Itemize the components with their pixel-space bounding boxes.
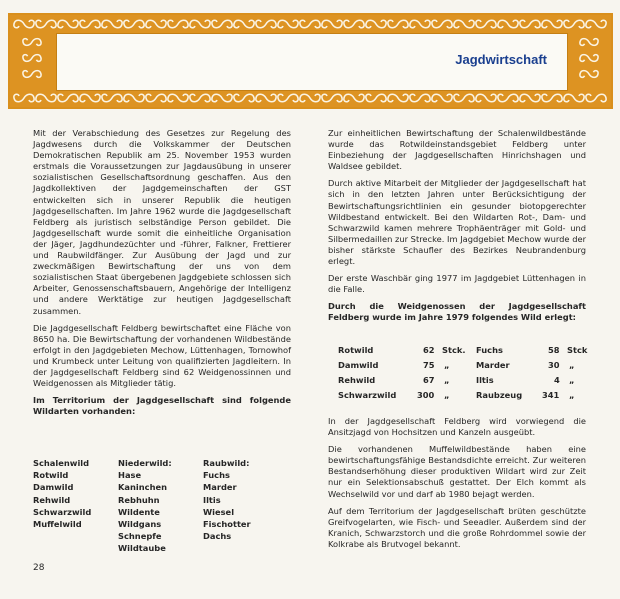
ornament-scroll — [80, 20, 100, 28]
list-item: Marder — [203, 482, 237, 493]
list-item: Schalenwild — [33, 458, 90, 468]
ornament-scroll — [454, 20, 474, 28]
list-item: Rebhuhn — [118, 494, 160, 505]
table-cell: „ — [444, 360, 450, 370]
ornament-scroll — [366, 94, 386, 102]
ornament-scroll — [256, 20, 276, 28]
ornament-scroll — [542, 20, 562, 28]
ornament-scroll — [234, 94, 254, 102]
table-cell: „ — [569, 360, 575, 370]
ornament-scroll — [410, 94, 430, 102]
ornament-scroll — [300, 20, 320, 28]
table-cell: „ — [444, 390, 450, 400]
ornament-scroll — [14, 94, 34, 102]
paragraph: Die Jagdgesellschaft Feldberg bewirtschaftet eine Fläche von 8650 ha. Die Bewirtschaftung der vorhandenen Wildbestände erfolgt in den Jagdgebieten Mechow, Lüttenhagen, Tornowhof und Krumbeck unter Leitung von qualifizierten Jagdleitern. In der Jagdgesellschaft Feldberg sind 62 Weidgenossinnen und Weidgenossen als Mitglieder tätig. — [33, 322, 291, 389]
right-column — [328, 128, 586, 330]
page-number: 28 — [33, 563, 45, 573]
table-cell: Marder — [476, 360, 510, 370]
ornament-scroll — [256, 94, 276, 102]
list-item: Kaninchen — [118, 482, 168, 493]
ornament-scroll — [278, 20, 298, 28]
ornament-scroll — [36, 20, 56, 28]
ornament-scroll — [542, 94, 562, 102]
ornament-scroll — [432, 20, 452, 28]
ornament-scroll — [580, 71, 598, 78]
list-item: Muffelwild — [33, 519, 82, 530]
table-cell: 4 — [554, 375, 560, 385]
ornament-scroll — [234, 20, 254, 28]
paragraph: Durch aktive Mitarbeit der Mitglieder der Jagdgesellschaft hat sich in den letzten Jahren unter Berücksichtigung der Bewirtschaftungsrichtlinien ein gesunder biotopgerechter Wildbestand entwickelt. Bei den Wildarten Rot-, Dam- und Schwarzwild kamen mehrere Trophäenträger mit Gold- und Silbermedaillen zur Strecke. Im Jagdgebiet Mechow wurde der bisher stärkste Schaufler des Bezirkes Neubrandenburg erlegt. — [328, 178, 586, 267]
ornament-scroll — [580, 55, 598, 62]
ornament-scroll — [58, 20, 78, 28]
ornament-scroll — [520, 20, 540, 28]
right-column-bottom — [328, 416, 586, 556]
ornament-scroll — [410, 20, 430, 28]
table-cell: 62 — [423, 345, 435, 355]
ornament-scroll — [344, 20, 364, 28]
list-item: Schnepfe — [118, 531, 162, 542]
harvest-heading: Durch die Weidgenossen der Jagdgesellschaft Feldberg wurde im Jahre 1979 folgendes Wild erlegt: — [328, 301, 586, 323]
list-item: Wildtaube — [118, 543, 166, 554]
ornament-scroll — [23, 55, 41, 62]
ornament-scroll — [23, 71, 41, 78]
page-title: Jagdwirtschaft — [455, 52, 547, 67]
ornament-scroll — [190, 94, 210, 102]
wild-species-heading: Im Territorium der Jagdgesellschaft sind folgende Wildarten vorhanden: — [33, 395, 291, 417]
ornament-scroll — [322, 20, 342, 28]
table-cell: Raubzeug — [476, 390, 523, 400]
wild-list-raubwild — [203, 457, 251, 542]
table-cell: Rotwild — [338, 345, 374, 355]
table-cell: Fuchs — [476, 345, 503, 355]
table-cell: 58 — [548, 345, 560, 355]
list-item: Rotwild — [33, 470, 69, 481]
left-column — [33, 128, 291, 423]
ornament-scroll — [432, 94, 452, 102]
paragraph: Die vorhandenen Muffelwildbestände haben eine bewirtschaftungsfähige Bestandsdichte erreicht. Zur weiteren Bestandserhöhung dieser produktiven Wildart wird zur Zeit nur ein Selektionsabschuß gestattet. Der Elch kommt als Wechselwild vor und darf ab 1980 bejagt werden. — [328, 444, 586, 499]
ornament-scroll — [300, 94, 320, 102]
ornament-scroll — [124, 20, 144, 28]
list-item: Rehwild — [33, 494, 71, 505]
table-cell: Schwarzwild — [338, 390, 397, 400]
ornament-scroll — [146, 20, 166, 28]
ornament-scroll — [322, 94, 342, 102]
ornament-scroll — [388, 20, 408, 28]
ornament-scroll — [124, 94, 144, 102]
list-item: Wildgans — [118, 519, 162, 530]
ornament-scroll — [498, 20, 518, 28]
list-item: Iltis — [203, 494, 221, 505]
ornament-scroll — [168, 20, 188, 28]
table-cell: 341 — [542, 390, 560, 400]
list-item: Dachs — [203, 531, 232, 542]
ornament-scroll — [278, 94, 298, 102]
ornament-scroll — [168, 94, 188, 102]
ornament-scroll — [586, 94, 606, 102]
ornament-scroll — [388, 94, 408, 102]
list-item: Wildente — [118, 506, 160, 517]
ornament-scroll — [344, 94, 364, 102]
ornament-scroll — [102, 94, 122, 102]
list-item: Damwild — [33, 482, 74, 493]
ornament-scroll — [366, 20, 386, 28]
ornament-scroll — [212, 94, 232, 102]
list-item: Fischotter — [203, 519, 251, 530]
list-item: Raubwild: — [203, 458, 250, 468]
list-item: Fuchs — [203, 470, 230, 481]
list-item: Hase — [118, 470, 142, 481]
table-cell: Stck — [567, 345, 588, 355]
header-ornament-frame — [8, 13, 613, 109]
ornament-scroll — [476, 94, 496, 102]
table-cell: 30 — [548, 360, 560, 370]
ornament-scroll — [564, 94, 584, 102]
list-item: Wiesel — [203, 506, 235, 517]
paragraph: Zur einheitlichen Bewirtschaftung der Schalenwildbestände wurde das Rotwildeinstandsgebiet Feldberg unter Einbeziehung der Jagdgesellschaften Hinrichshagen und Waldsee gebildet. — [328, 128, 586, 172]
ornament-scroll — [23, 39, 41, 46]
list-item: Schwarzwild — [33, 506, 92, 517]
paragraph: Mit der Verabschiedung des Gesetzes zur Regelung des Jagdwesens durch die Volkskammer der Deutschen Demokratischen Republik am 25. November 1953 wurden erstmals die Voraussetzungen zur Jagdausübung in unserer sozialistischen Gesellschaftsordnung geschaffen. Aus den Jagdkollektiven der Jagdgemeinschaften der GST entwickelten sich in unserer Republik die heutigen Jagdgesellschaften. Im Jahre 1962 wurde die Jagdgesellschaft Feldberg als juristisch selbständige Person gebildet. Die Jagdgesellschaft wurde somit die einheitliche Organisation der Jäger, Jagdhundezüchter und -führer, Falkner, Frettierer und Raubwildfänger. Zur Ausübung der Jagd und zur zweckmäßigen Bewirtschaftung der uns von dem sozialistischen Staat übergebenen Jagdgebiete schlossen sich Arbeiter, Genossenschaftsbauern, Angehörige der Intelligenz und andere Werktätige zur heutigen Jagdgesellschaft zusammen. — [33, 128, 291, 316]
table-cell: 75 — [423, 360, 435, 370]
paragraph: Auf dem Territorium der Jagdgesellschaft brüten geschützte Greifvogelarten, wie Fisch- und Seeadler. Außerdem sind der Kranich, Schwarzstorch und die große Rohrdommel sowie der Kolkrabe als Brutvogel bekannt. — [328, 505, 586, 549]
ornament-scroll — [520, 94, 540, 102]
table-cell: Damwild — [338, 360, 379, 370]
ornament-scroll — [580, 39, 598, 46]
ornament-scroll — [476, 20, 496, 28]
table-cell: Rehwild — [338, 375, 376, 385]
wild-list-schalenwild — [33, 457, 91, 530]
table-cell: „ — [569, 375, 575, 385]
table-cell: 67 — [423, 375, 435, 385]
ornament-scroll — [80, 94, 100, 102]
ornament-scroll — [212, 20, 232, 28]
ornament-scroll — [190, 20, 210, 28]
ornament-scroll — [146, 94, 166, 102]
ornament-scroll — [14, 20, 34, 28]
table-cell: 300 — [417, 390, 435, 400]
table-cell: Stck. — [442, 345, 466, 355]
ornament-scroll — [498, 94, 518, 102]
ornament-scroll — [36, 94, 56, 102]
ornament-scroll — [454, 94, 474, 102]
list-item: Niederwild: — [118, 458, 172, 468]
wild-list-niederwild — [118, 457, 172, 555]
paragraph: In der Jagdgesellschaft Feldberg wird vorwiegend die Ansitzjagd von Hochsitzen und Kanzeln ausgeübt. — [328, 416, 586, 438]
ornament-scroll — [586, 20, 606, 28]
ornament-scroll — [102, 20, 122, 28]
table-cell: „ — [569, 390, 575, 400]
ornament-scroll — [58, 94, 78, 102]
table-cell: „ — [444, 375, 450, 385]
ornament-scroll — [564, 20, 584, 28]
table-cell: Iltis — [476, 375, 494, 385]
header-title-box — [56, 33, 568, 91]
paragraph: Der erste Waschbär ging 1977 im Jagdgebiet Lüttenhagen in die Falle. — [328, 273, 586, 295]
